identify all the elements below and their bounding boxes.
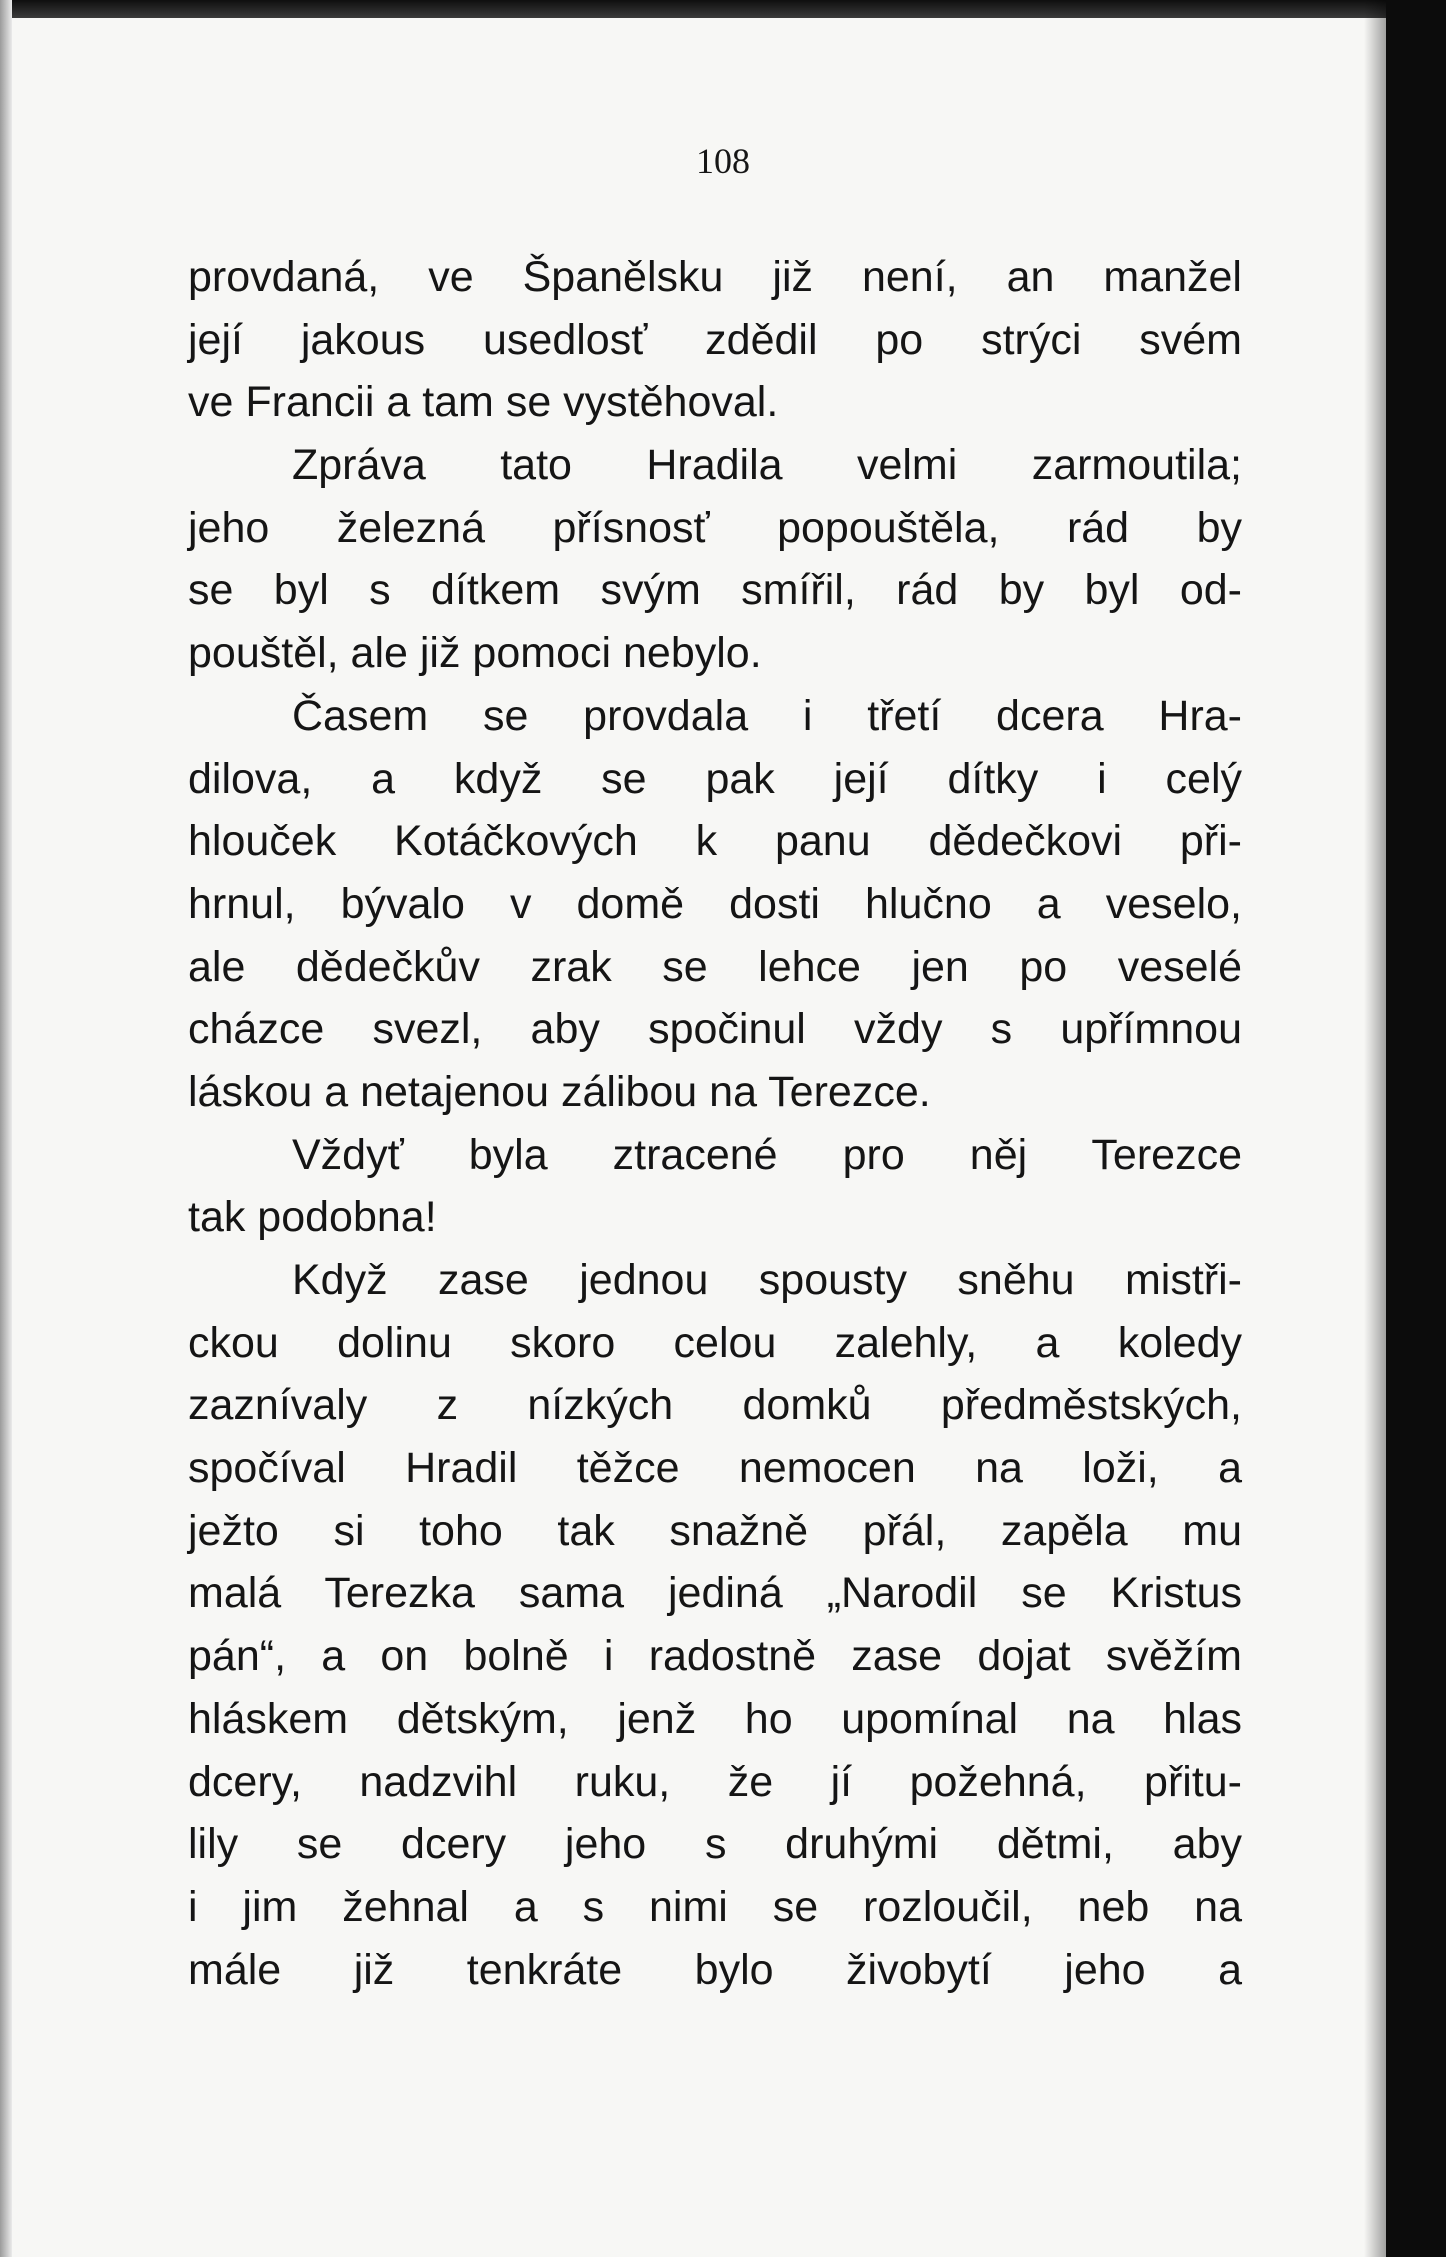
page-number: 108 xyxy=(696,141,750,181)
text-line: Zpráva tato Hradila velmi zarmoutila; xyxy=(292,441,1242,490)
text-line: ckou dolinu skoro celou zalehly, a koledy xyxy=(188,1318,1242,1367)
text-line: ale dědečkův zrak se lehce jen po veselé xyxy=(188,942,1242,991)
text-line: lily se dcery jeho s druhými dětmi, aby xyxy=(188,1820,1242,1869)
text-line: hláskem dětským, jenž ho upomínal na hlas xyxy=(188,1694,1242,1743)
text-line: jeho železná přísnosť popouštěla, rád by xyxy=(188,503,1242,552)
text-line: provdaná, ve Španělsku již není, an manžel xyxy=(188,253,1242,301)
text-line: pouštěl, ale již pomoci nebylo. xyxy=(188,629,762,678)
text-line: dilova, a když se pak její dítky i celý xyxy=(188,754,1242,803)
text-line: dcery, nadzvihl ruku, že jí požehná, přitu- xyxy=(188,1757,1242,1806)
text-line: tak podobna! xyxy=(188,1193,437,1242)
text-line: malá Terezka sama jediná „Narodil se Kristus xyxy=(188,1569,1242,1618)
text-line: cházce svezl, aby spočinul vždy s upřímnou xyxy=(188,1005,1242,1054)
body-text xyxy=(188,246,1242,2001)
text-line: i jim žehnal a s nimi se rozloučil, neb na xyxy=(188,1882,1242,1931)
text-line: se byl s dítkem svým smířil, rád by byl od- xyxy=(188,566,1242,615)
text-line: hlouček Kotáčkových k panu dědečkovi při- xyxy=(188,817,1242,866)
scan-left-edge xyxy=(0,0,12,2257)
text-line: zaznívaly z nízkých domků předměstských, xyxy=(188,1381,1242,1430)
text-line: Časem se provdala i třetí dcera Hra- xyxy=(292,691,1242,740)
text-line: ježto si toho tak snažně přál, zapěla mu xyxy=(188,1506,1242,1555)
text-line: ve Francii a tam se vystěhoval. xyxy=(188,378,779,427)
text-line: láskou a netajenou zálibou na Terezce. xyxy=(188,1067,931,1116)
text-line: spočíval Hradil těžce nemocen na loži, a xyxy=(188,1444,1242,1493)
text-line: pán“, a on bolně i radostně zase dojat svěžím xyxy=(188,1632,1242,1681)
page-gutter-shadow xyxy=(1364,0,1386,2257)
text-line: Když zase jednou spousty sněhu mistři- xyxy=(292,1256,1242,1304)
text-line: Vždyť byla ztracené pro něj Terezce xyxy=(292,1130,1242,1179)
text-line: hrnul, bývalo v domě dosti hlučno a veselo, xyxy=(188,879,1242,928)
scan-top-edge xyxy=(0,0,1386,18)
text-line: mále již tenkráte bylo živobytí jeho a xyxy=(188,1945,1242,1994)
text-line: její jakous usedlosť zdědil po strýci svém xyxy=(188,315,1242,364)
